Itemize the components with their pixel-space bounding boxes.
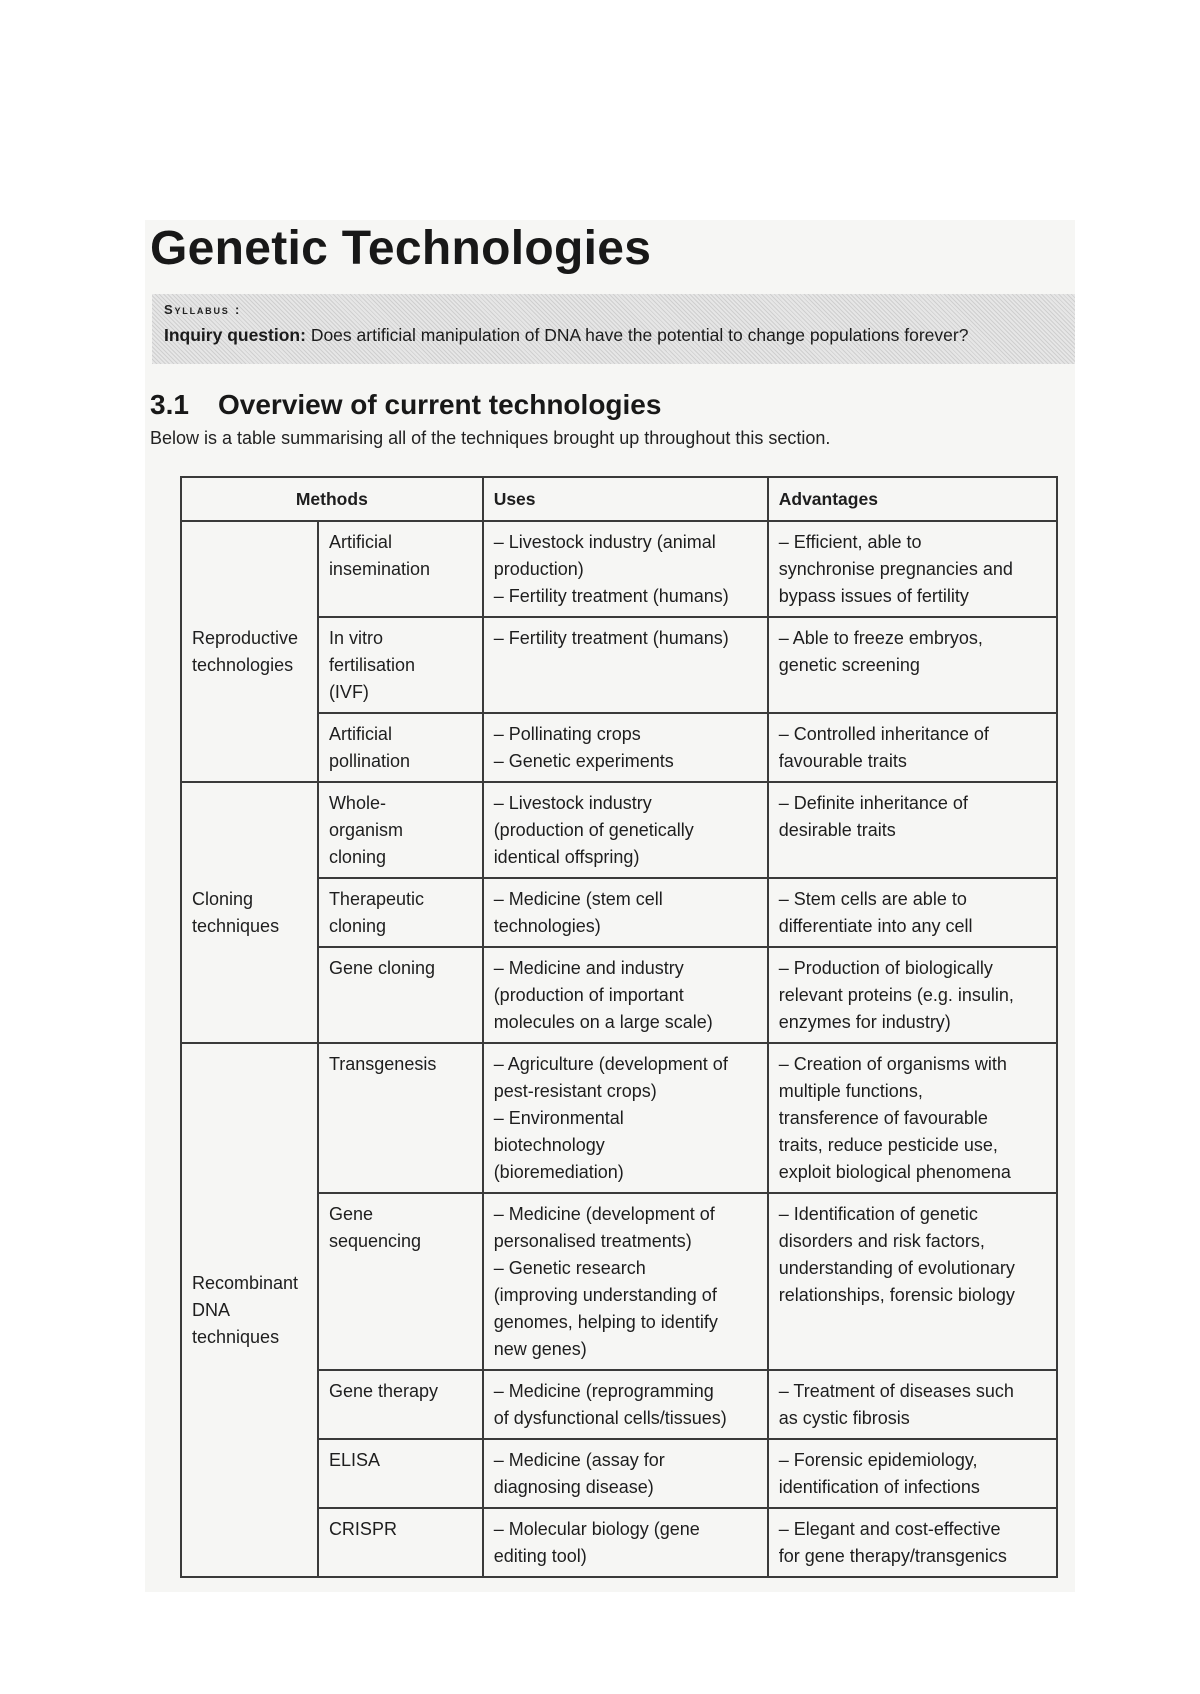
- advantages-text: transference of favourable: [778, 1107, 988, 1128]
- syllabus-box: [152, 294, 1075, 364]
- method-label: In vitro: [328, 627, 383, 648]
- advantages-text: – Stem cells are able to: [778, 888, 967, 909]
- uses-text: – Fertility treatment (humans): [493, 627, 729, 648]
- uses-cell: [483, 878, 768, 947]
- uses-cell: [483, 782, 768, 878]
- uses-text: – Genetic experiments: [493, 750, 674, 771]
- advantages-cell: [768, 782, 1057, 878]
- advantages-text: differentiate into any cell: [778, 915, 973, 936]
- uses-text: production): [493, 558, 584, 579]
- uses-text: new genes): [493, 1338, 587, 1359]
- uses-text: personalised treatments): [493, 1230, 692, 1251]
- advantages-cell: [768, 521, 1057, 617]
- advantages-text: relationships, forensic biology: [778, 1284, 1015, 1305]
- advantages-text: understanding of evolutionary: [778, 1257, 1015, 1278]
- advantages-cell: [768, 1370, 1057, 1439]
- uses-cell: [483, 947, 768, 1043]
- method-label: fertilisation: [328, 654, 415, 675]
- uses-text: identical offspring): [493, 846, 640, 867]
- advantages-text: synchronise pregnancies and: [778, 558, 1013, 579]
- advantages-cell: [768, 947, 1057, 1043]
- method-cell: [318, 521, 483, 617]
- advantages-text: – Forensic epidemiology,: [778, 1449, 978, 1470]
- uses-text: – Medicine (assay for: [493, 1449, 665, 1470]
- uses-text: molecules on a large scale): [493, 1011, 713, 1032]
- section-number: 3.1: [150, 388, 189, 420]
- method-cell: [318, 1370, 483, 1439]
- uses-text: – Livestock industry (animal: [493, 531, 716, 552]
- advantages-text: – Controlled inheritance of: [778, 723, 989, 744]
- method-label: ELISA: [328, 1449, 380, 1470]
- advantages-text: favourable traits: [778, 750, 907, 771]
- advantages-text: traits, reduce pesticide use,: [778, 1134, 998, 1155]
- header-advantages: Advantages: [768, 477, 1057, 521]
- section-title: Overview of current technologies: [218, 388, 662, 420]
- uses-text: – Livestock industry: [493, 792, 652, 813]
- uses-text: of dysfunctional cells/tissues): [493, 1407, 727, 1428]
- advantages-text: – Elegant and cost-effective: [778, 1518, 1001, 1539]
- category-label: techniques: [192, 915, 280, 936]
- category-cell: [181, 1043, 318, 1577]
- advantages-text: – Able to freeze embryos,: [778, 627, 983, 648]
- advantages-cell: [768, 1439, 1057, 1508]
- method-label: sequencing: [328, 1230, 422, 1251]
- uses-text: editing tool): [493, 1545, 587, 1566]
- inquiry-question: [164, 325, 1075, 346]
- technologies-table: [180, 476, 1058, 1578]
- method-cell: [318, 1508, 483, 1577]
- uses-text: (production of important: [493, 984, 684, 1005]
- uses-cell: [483, 1370, 768, 1439]
- category-label: DNA: [192, 1299, 231, 1320]
- advantages-text: – Identification of genetic: [778, 1203, 978, 1224]
- method-cell: [318, 947, 483, 1043]
- table-row: [181, 1043, 1057, 1193]
- uses-cell: [483, 1508, 768, 1577]
- uses-text: biotechnology: [493, 1134, 605, 1155]
- method-label: Whole-: [328, 792, 386, 813]
- advantages-text: – Efficient, able to: [778, 531, 922, 552]
- advantages-cell: [768, 1193, 1057, 1370]
- uses-text: diagnosing disease): [493, 1476, 654, 1497]
- uses-cell: [483, 617, 768, 713]
- uses-cell: [483, 1193, 768, 1370]
- inquiry-text: Does artificial manipulation of DNA have the potential to change populations forever?: [305, 324, 969, 345]
- method-label: Gene cloning: [328, 957, 436, 978]
- method-label: insemination: [328, 558, 430, 579]
- method-cell: [318, 1439, 483, 1508]
- category-cell: [181, 521, 318, 782]
- header-methods: Methods: [181, 477, 483, 521]
- advantages-text: relevant proteins (e.g. insulin,: [778, 984, 1014, 1005]
- advantages-text: disorders and risk factors,: [778, 1230, 985, 1251]
- uses-text: (production of genetically: [493, 819, 694, 840]
- method-label: organism: [328, 819, 403, 840]
- category-label: Cloning: [192, 888, 254, 909]
- inquiry-label: Inquiry question:: [164, 324, 306, 345]
- method-label: Artificial: [328, 723, 392, 744]
- category-label: technologies: [192, 654, 294, 675]
- advantages-text: – Treatment of diseases such: [778, 1380, 1014, 1401]
- method-label: Gene therapy: [328, 1380, 439, 1401]
- advantages-cell: [768, 1508, 1057, 1577]
- uses-text: genomes, helping to identify: [493, 1311, 718, 1332]
- uses-text: technologies): [493, 915, 601, 936]
- uses-cell: [483, 1439, 768, 1508]
- uses-text: – Pollinating crops: [493, 723, 641, 744]
- uses-text: – Medicine (stem cell: [493, 888, 663, 909]
- category-label: Reproductive: [192, 627, 299, 648]
- advantages-cell: [768, 1043, 1057, 1193]
- category-cell: [181, 782, 318, 1043]
- advantages-text: – Creation of organisms with: [778, 1053, 1007, 1074]
- document-page: [150, 222, 1075, 1578]
- advantages-text: genetic screening: [778, 654, 920, 675]
- section-heading: [150, 390, 1075, 421]
- uses-text: – Molecular biology (gene: [493, 1518, 700, 1539]
- uses-text: (bioremediation): [493, 1161, 624, 1182]
- method-cell: [318, 782, 483, 878]
- category-label: techniques: [192, 1326, 280, 1347]
- method-label: Therapeutic: [328, 888, 424, 909]
- syllabus-label: Syllabus :: [164, 301, 242, 317]
- method-cell: [318, 1043, 483, 1193]
- uses-cell: [483, 1043, 768, 1193]
- method-cell: [318, 617, 483, 713]
- method-label: (IVF): [328, 681, 369, 702]
- advantages-text: for gene therapy/transgenics: [778, 1545, 1007, 1566]
- uses-cell: [483, 521, 768, 617]
- method-label: Transgenesis: [328, 1053, 437, 1074]
- category-label: Recombinant: [192, 1272, 299, 1293]
- advantages-cell: [768, 617, 1057, 713]
- uses-cell: [483, 713, 768, 782]
- method-cell: [318, 713, 483, 782]
- uses-text: (improving understanding of: [493, 1284, 717, 1305]
- method-label: cloning: [328, 846, 386, 867]
- method-label: CRISPR: [328, 1518, 397, 1539]
- uses-text: pest-resistant crops): [493, 1080, 657, 1101]
- uses-text: – Fertility treatment (humans): [493, 585, 729, 606]
- advantages-text: bypass issues of fertility: [778, 585, 969, 606]
- method-label: Artificial: [328, 531, 392, 552]
- advantages-text: – Definite inheritance of: [778, 792, 968, 813]
- advantages-text: enzymes for industry): [778, 1011, 951, 1032]
- advantages-text: multiple functions,: [778, 1080, 923, 1101]
- table-body: [181, 521, 1057, 1577]
- table-row: [181, 521, 1057, 617]
- table-header-row: [181, 477, 1057, 521]
- uses-text: – Medicine (reprogramming: [493, 1380, 714, 1401]
- uses-text: – Medicine (development of: [493, 1203, 715, 1224]
- advantages-text: desirable traits: [778, 819, 896, 840]
- advantages-text: – Production of biologically: [778, 957, 993, 978]
- section-intro: Below is a table summarising all of the techniques brought up throughout this section.: [150, 427, 831, 448]
- uses-text: – Environmental: [493, 1107, 624, 1128]
- advantages-text: as cystic fibrosis: [778, 1407, 910, 1428]
- advantages-text: exploit biological phenomena: [778, 1161, 1011, 1182]
- uses-text: – Agriculture (development of: [493, 1053, 728, 1074]
- advantages-cell: [768, 713, 1057, 782]
- method-label: Gene: [328, 1203, 373, 1224]
- uses-text: – Medicine and industry: [493, 957, 684, 978]
- header-uses: Uses: [483, 477, 768, 521]
- table-row: [181, 782, 1057, 878]
- uses-text: – Genetic research: [493, 1257, 646, 1278]
- page-title: Genetic Technologies: [150, 222, 652, 275]
- method-cell: [318, 1193, 483, 1370]
- method-label: cloning: [328, 915, 386, 936]
- method-cell: [318, 878, 483, 947]
- advantages-text: identification of infections: [778, 1476, 980, 1497]
- advantages-cell: [768, 878, 1057, 947]
- method-label: pollination: [328, 750, 410, 771]
